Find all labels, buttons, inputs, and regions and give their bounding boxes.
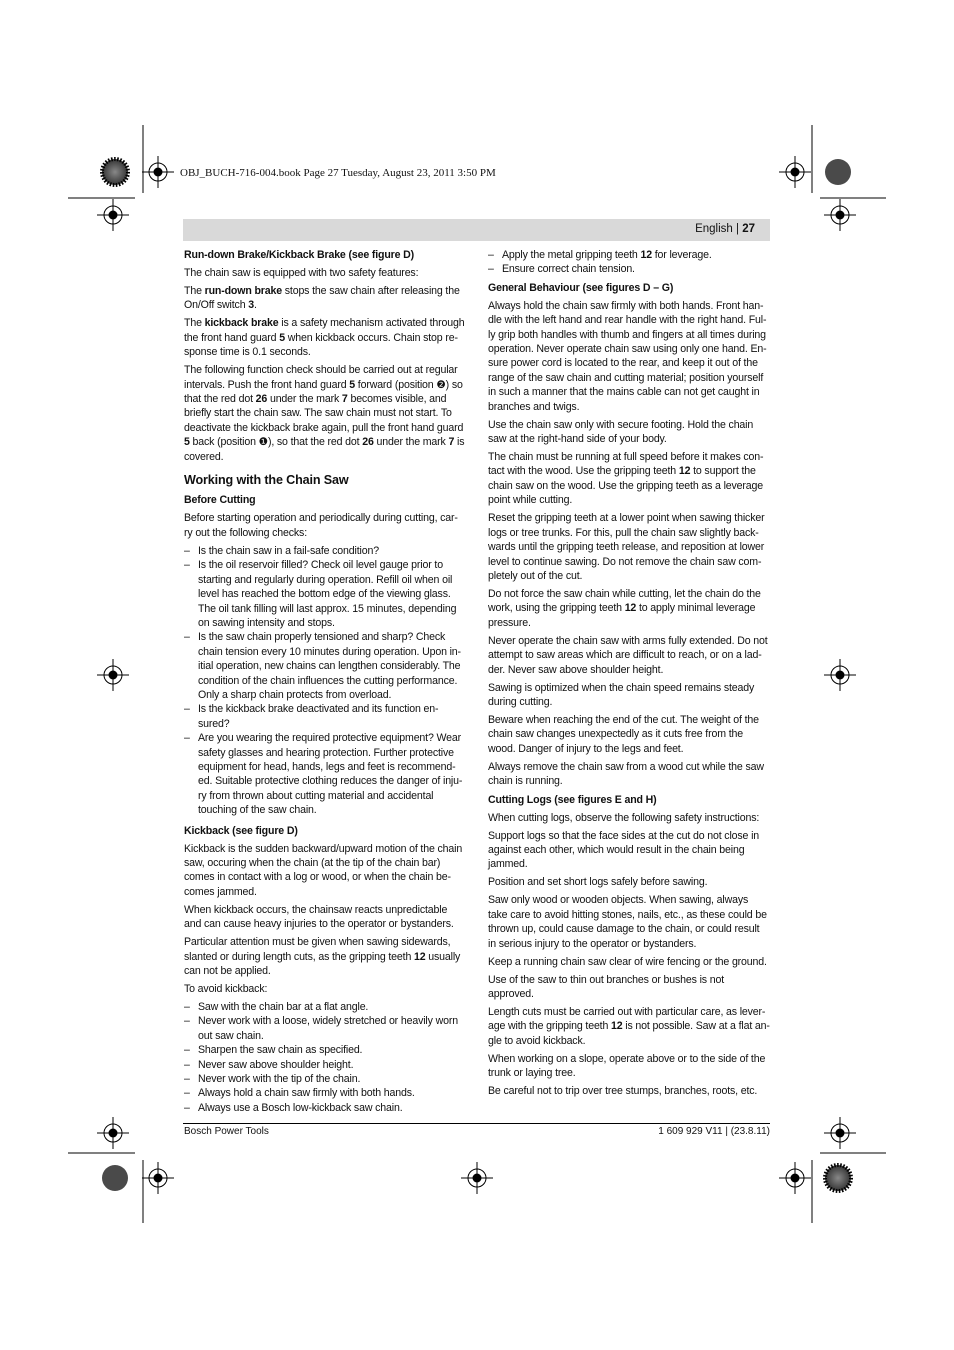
- star-target-tl: [102, 159, 128, 185]
- paragraph: Length cuts must be carried out with particular care, as lever-age with the gripping teeth 12 is not possible. Saw at a flat an-gle to avoid kickback.: [488, 1006, 770, 1047]
- paragraph: Position and set short logs safely before sawing.: [488, 876, 708, 889]
- list-item: – Never saw above shoulder height.: [184, 1058, 466, 1072]
- list-item: – Always use a Bosch low-kickback saw chain.: [184, 1101, 466, 1115]
- heading-working-with-chain-saw: Working with the Chain Saw: [184, 473, 349, 488]
- paragraph: When kickback occurs, the chainsaw reacts unpredictable and can cause heavy injuries to the operator or bystanders.: [184, 903, 454, 931]
- print-slug: OBJ_BUCH-716-004.book Page 27 Tuesday, August 23, 2011 3:50 PM: [180, 167, 496, 179]
- list-item: – Sharpen the saw chain as specified.: [184, 1043, 466, 1057]
- continued-list: [488, 248, 770, 277]
- header-separator: |: [736, 223, 739, 235]
- list-item: – Never work with the tip of the chain.: [184, 1072, 466, 1086]
- header-bar: [183, 219, 770, 241]
- checks-list: [184, 544, 466, 818]
- paragraph: Do not force the saw chain while cutting, let the chain do the work, using the gripping teeth 12 to apply minimal leverage pressure.: [488, 587, 761, 629]
- list-item: – Is the chain saw in a fail-safe condition?: [184, 544, 466, 558]
- paragraph: When working on a slope, operate above or to the side of the trunk or laying tree.: [488, 1052, 766, 1080]
- heading-before-cutting: Before Cutting: [184, 494, 256, 507]
- paragraph: Always remove the chain saw from a wood cut while the saw chain is running.: [488, 760, 764, 788]
- paragraph-rundown-brake: The run-down brake stops the saw chain after releasing the On/Off switch 3.: [184, 285, 460, 312]
- list-item: – Ensure correct chain tension.: [488, 262, 770, 276]
- page-number: 27: [742, 223, 755, 235]
- list-item: – Always hold a chain saw firmly with both hands.: [184, 1086, 466, 1100]
- dark-target-tr: [825, 159, 851, 185]
- paragraph: Sawing is optimized when the chain speed remains steady during cutting.: [488, 681, 755, 708]
- paragraph: Keep a running chain saw clear of wire fencing or the ground.: [488, 955, 767, 968]
- paragraph: Particular attention must be given when sawing sidewards, slanted or during length cuts, as the gripping teeth 12 usually can not be applied.: [184, 936, 461, 978]
- right-column: [488, 248, 770, 1102]
- paragraph: Use of the saw to thin out branches or bushes is not approved.: [488, 973, 724, 1000]
- paragraph: Kickback is the sudden backward/upward motion of the chain saw, occuring when the chain (at the tip of the chain bar) comes in contact with a log or wood, or when the chain be-comes jammed.: [184, 842, 463, 898]
- heading-general-behaviour: General Behaviour (see figures D – G): [488, 281, 674, 294]
- paragraph: Be careful not to trip over tree stumps, branches, roots, etc.: [488, 1085, 758, 1098]
- paragraph: When cutting logs, observe the following safety instructions:: [488, 811, 760, 824]
- paragraph: Always hold the chain saw firmly with both hands. Front han-dle with the left hand and rear handle with the right hand. Ful-ly grip both handles with thumb and fingers at all times during operation. Never operate chain saw using only one hand. En-sure power cord is located to the rear, and keep it out of the range of the saw chain and cutting material; position yourself in such a manner that the mains cable can not get caught in branches and twigs.: [488, 299, 767, 413]
- footer-doc-number: 1 609 929 V11 | (23.8.11): [658, 1126, 770, 1137]
- paragraph: The chain saw is equipped with two safety features:: [184, 267, 419, 279]
- paragraph: The chain must be running at full speed before it makes con-tact with the wood. Use the gripping teeth 12 to support the chain saw on the wood. Use the gripping teeth as a leverage point while cutting.: [488, 451, 764, 507]
- list-item: – Is the saw chain properly tensioned and sharp? Check chain tension every 10 minutes during operation. Upon in-itial operation, new chains can lengthen considerably. The condition of the chain influences the cutting performance. Only a sharp chain protects from overload.: [184, 630, 466, 702]
- heading-cutting-logs: Cutting Logs (see figures E and H): [488, 793, 657, 806]
- footer-publisher: Bosch Power Tools: [184, 1126, 269, 1137]
- list-item: – Never work with a loose, widely stretched or heavily worn out saw chain.: [184, 1014, 466, 1043]
- left-column: [184, 248, 466, 1119]
- list-item: – Are you wearing the required protective equipment? Wear safety glasses and hearing protection. Further protective equipment for head, hands, legs and feet is recommend-ed. Suitable protective clothing reduces the danger of inju-ry from thrown about cutting material and accidental touching of the saw chain.: [184, 731, 466, 817]
- dark-target-bl: [102, 1165, 128, 1191]
- avoid-kickback-list: [184, 1000, 466, 1115]
- paragraph: Reset the gripping teeth at a lower point when sawing thicker logs or tree trunks. For this, pull the chain saw slightly back-wards until the gripping teeth release, and reposition at lower level to continue sawing. Do not remove the chain saw com-pletely out of the cut.: [488, 512, 765, 582]
- list-item: – Saw with the chain bar at a flat angle.: [184, 1000, 466, 1014]
- paragraph-function-check: The following function check should be carried out at regular intervals. Push the front hand guard 5 forward (position ❷) so that the red dot 26 under the mark 7 becomes visible, and briefly start the chain saw. The saw chain must not start. To deactivate the kickback brake again, pull the front hand guard 5 back (position ❶), so that the red dot 26 under the mark 7 is covered.: [184, 364, 465, 463]
- paragraph-kickback-brake: The kickback brake is a safety mechanism activated through the front hand guard 5 when kickback occurs. Chain stop re-sponse time is 0.1 seconds.: [184, 317, 465, 359]
- heading-kickback: Kickback (see figure D): [184, 824, 298, 837]
- paragraph: Before starting operation and periodically during cutting, car-ry out the following checks:: [184, 512, 458, 539]
- paragraph: Use the chain saw only with secure footing. Hold the chain saw at the right-hand side of your body.: [488, 418, 754, 446]
- list-item: – Is the kickback brake deactivated and its function en-sured?: [184, 702, 466, 731]
- paragraph: Never operate the chain saw with arms fully extended. Do not attempt to saw areas which are difficult to reach, or on a lad-der. Never saw above shoulder height.: [488, 634, 768, 676]
- list-item: – Apply the metal gripping teeth 12 for leverage.: [488, 248, 770, 262]
- header-language: English: [695, 223, 733, 235]
- paragraph: Saw only wood or wooden objects. When sawing, always take care to avoid hitting stones, nails, etc., as these could be thrown up, could cause damage to the chain, or could result in serious injury to the operator or bystanders.: [488, 894, 767, 950]
- paragraph: Support logs so that the face sides at the cut do not close in against each other, which would result in the chain being jammed.: [488, 829, 760, 871]
- heading-rundown-brake: Run-down Brake/Kickback Brake (see figure D): [184, 249, 415, 261]
- paragraph: To avoid kickback:: [184, 983, 268, 996]
- running-header: [695, 223, 755, 235]
- list-item: – Is the oil reservoir filled? Check oil level gauge prior to starting and regularly during operation. Refill oil when oil level has reached the bottom edge of the viewing glass. The oil tank filling will last approx. 15 minutes, depending on sawing intensity and stops.: [184, 558, 466, 630]
- star-target-br: [825, 1165, 851, 1191]
- paragraph: Beware when reaching the end of the cut. The weight of the chain saw changes unexpectedly as it cuts free from the wood. Danger of injury to the legs and feet.: [488, 713, 759, 755]
- footer-rule: [183, 1123, 770, 1124]
